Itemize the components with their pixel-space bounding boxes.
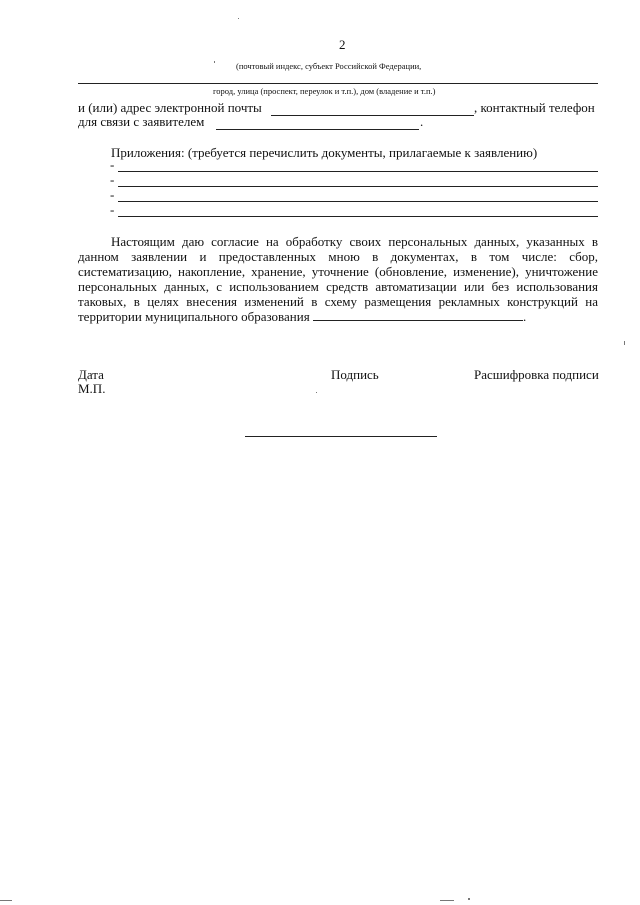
consent-text: Настоящим даю согласие на обработку своих персональных данных, указанных в данном заявлении и предоставленных мною в документах, в том числе: сбор, систематизацию, накопление, хранение, уточнение (обновление, изменение), уничтожение персональных данных, с использованием средств автоматизации или без использования таковых, в целях внесения изменений в схему размещения рекламных конструкций на территории муниципального образования (78, 234, 598, 324)
contact-phone-field (216, 129, 419, 130)
contact-label: для связи с заявителем (78, 114, 205, 129)
contact-period: . (420, 114, 424, 129)
scan-speck (468, 898, 470, 900)
scan-speck (238, 18, 239, 19)
email-label: и (или) адрес электронной почты (78, 100, 262, 115)
attachment-item-2-line (118, 186, 598, 187)
attachment-item-3-line (118, 201, 598, 202)
date-label: Дата (78, 367, 104, 382)
scan-speck (0, 900, 12, 901)
email-field (271, 115, 474, 116)
phone-label: , контактный телефон (474, 100, 595, 115)
page-number: 2 (339, 37, 346, 52)
caption-street-address: город, улица (проспект, переулок и т.п.), дом (владение и т.п.) (213, 86, 436, 96)
seal-label: М.П. (78, 381, 106, 396)
attachment-item-2-dash: - (110, 172, 115, 187)
end-separator-line (245, 436, 437, 437)
attachment-item-4-line (118, 216, 598, 217)
attachments-heading: Приложения: (требуется перечислить документы, прилагаемые к заявлению) (111, 145, 538, 160)
scan-speck (214, 61, 215, 63)
consent-period: . (522, 309, 527, 324)
address-line (78, 83, 598, 84)
signature-label: Подпись (331, 367, 379, 382)
scan-speck (316, 392, 317, 393)
consent-paragraph (78, 234, 598, 324)
attachment-item-4-dash: - (110, 202, 115, 217)
attachment-item-3-dash: - (110, 187, 115, 202)
scan-speck (440, 900, 454, 901)
caption-postal-code: (почтовый индекс, субъект Российской Федерации, (236, 61, 422, 71)
scan-speck (624, 341, 625, 345)
signature-decode-label: Расшифровка подписи (474, 367, 599, 382)
attachment-item-1-line (118, 171, 598, 172)
attachment-item-1-dash: - (110, 157, 115, 172)
municipality-field (313, 309, 523, 321)
